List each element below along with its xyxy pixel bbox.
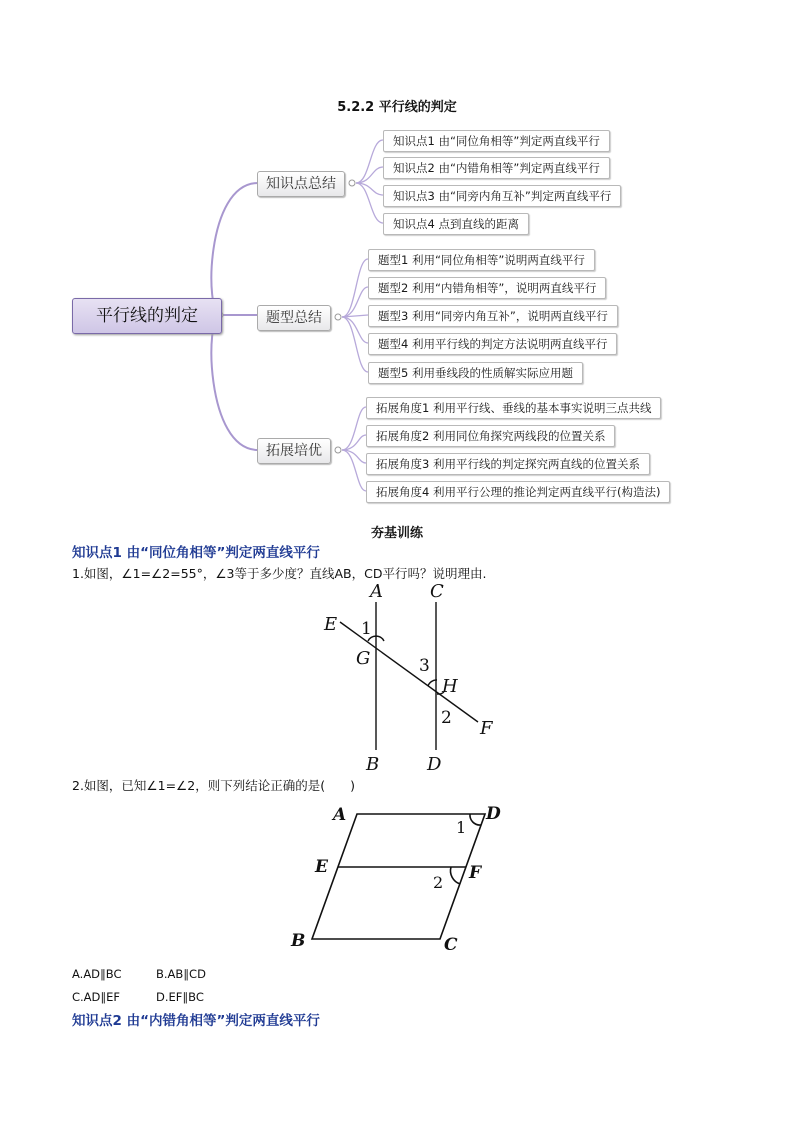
- option-d: D.EF∥BC: [156, 990, 204, 1004]
- options-row-2: [72, 990, 240, 1004]
- mindmap-category-extension: 拓展培优: [257, 438, 331, 464]
- label-c: C: [430, 581, 444, 602]
- label-d: D: [427, 754, 442, 775]
- mindmap-leaf: 题型5 利用垂线段的性质解实际应用题: [368, 362, 583, 384]
- mindmap-leaf: 拓展角度3 利用平行线的判定探究两直线的位置关系: [366, 453, 650, 475]
- mindmap-leaf: 知识点3 由“同旁内角互补”判定两直线平行: [383, 185, 621, 207]
- mindmap-leaf: 知识点2 由“内错角相等”判定两直线平行: [383, 157, 610, 179]
- mindmap-leaf: 拓展角度2 利用同位角探究两线段的位置关系: [366, 425, 615, 447]
- knowledge-point-1-heading: 知识点1 由“同位角相等”判定两直线平行: [72, 545, 320, 561]
- mindmap-leaf: 拓展角度1 利用平行线、垂线的基本事实说明三点共线: [366, 397, 661, 419]
- question-1: 1.如图，∠1=∠2=55°，∠3等于多少度？直线AB，CD平行吗？说明理由.: [72, 566, 487, 581]
- label-b: B: [291, 931, 306, 951]
- label-a: A: [333, 805, 347, 825]
- label-f: F: [469, 863, 482, 883]
- mindmap-category-question-types: 题型总结: [257, 305, 331, 331]
- mindmap-leaf: 知识点4 点到直线的距离: [383, 213, 529, 235]
- document-title: 5.2.2 平行线的判定: [337, 100, 457, 115]
- mindmap-leaf: 拓展角度4 利用平行公理的推论判定两直线平行(构造法): [366, 481, 670, 503]
- angle-2-label: 2: [433, 873, 444, 892]
- mindmap-root: 平行线的判定: [72, 298, 222, 334]
- mindmap-leaf: 题型3 利用“同旁内角互补”，说明两直线平行: [368, 305, 618, 327]
- mindmap-leaf: 知识点1 由“同位角相等”判定两直线平行: [383, 130, 610, 152]
- angle-1-label: 1: [456, 818, 467, 837]
- angle-3-label: 3: [419, 656, 430, 676]
- option-b: B.AB∥CD: [156, 967, 206, 981]
- label-f: F: [480, 718, 493, 739]
- label-h: H: [442, 676, 458, 697]
- mindmap-leaf: 题型2 利用“内错角相等”，说明两直线平行: [368, 277, 606, 299]
- label-b: B: [366, 754, 380, 775]
- mindmap-leaf: 题型4 利用平行线的判定方法说明两直线平行: [368, 333, 617, 355]
- label-e: E: [315, 857, 328, 877]
- knowledge-point-2-heading: 知识点2 由“内错角相等”判定两直线平行: [72, 1013, 320, 1029]
- mindmap-category-knowledge: 知识点总结: [257, 171, 345, 197]
- option-a: A.AD∥BC: [72, 967, 122, 981]
- mindmap-leaf: 题型1 利用“同位角相等”说明两直线平行: [368, 249, 595, 271]
- label-c: C: [444, 935, 458, 955]
- figure-2-parallelogram: [285, 800, 510, 960]
- options-row-1: [72, 967, 240, 981]
- label-a: A: [370, 581, 383, 602]
- angle-2-label: 2: [441, 708, 452, 728]
- label-g: G: [356, 648, 371, 669]
- label-e: E: [324, 614, 338, 635]
- option-c: C.AD∥EF: [72, 990, 121, 1004]
- label-d: D: [486, 804, 501, 824]
- figure-1-parallel-lines: [310, 580, 510, 775]
- section-title: 夯基训练: [370, 526, 423, 541]
- question-2: 2.如图，已知∠1=∠2，则下列结论正确的是( ): [72, 778, 355, 793]
- angle-1-label: 1: [361, 619, 372, 639]
